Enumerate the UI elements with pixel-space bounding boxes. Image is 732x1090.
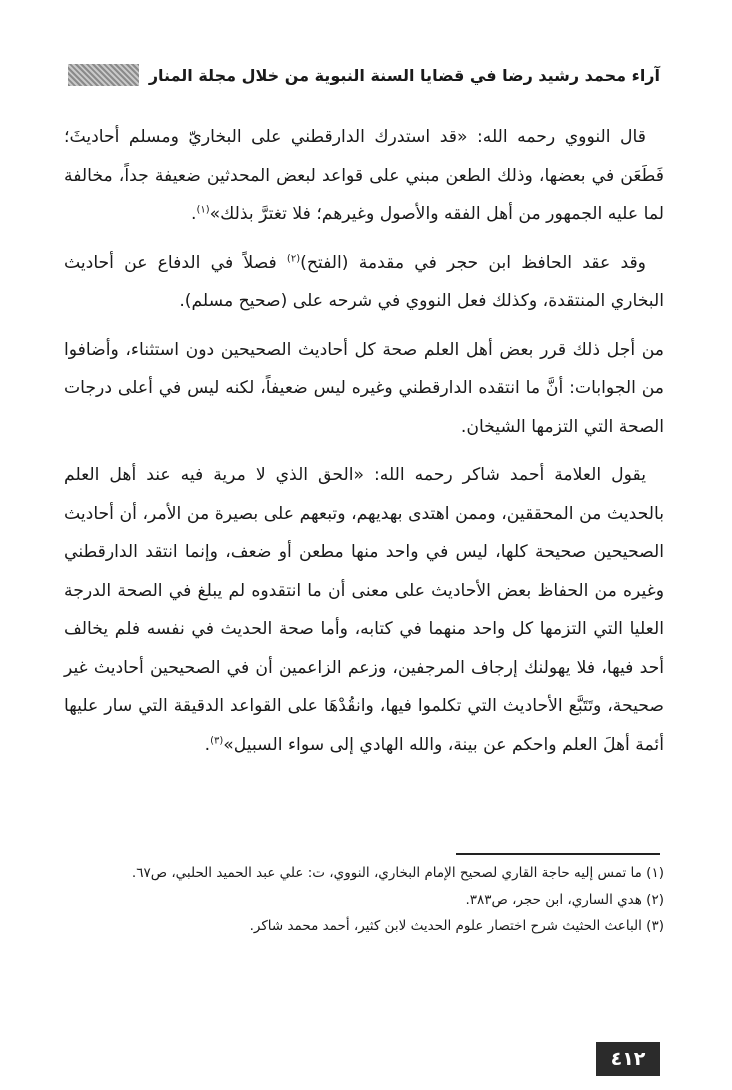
footnote-ref-1[interactable]: (١)	[196, 204, 210, 216]
running-header	[68, 62, 660, 88]
paragraph-1-tail: .	[191, 204, 197, 224]
page-number: ٤١٢	[596, 1042, 660, 1076]
paragraph-4-text: يقول العلامة أحمد شاكر رحمه الله: «الحق الذي لا مرية فيه عند أهل العلم بالحديث من المحققين، وممن اهتدى بهديهم، وتبعهم على بصيرة من الأمر، أن أحاديث الصحيحين صحيحة كلها، ليس في واحد منها مطعن أو ضعف، وإنما انتقد الدارقطني وغيره من الحفاظ بعض الأحاديث على معنى أن ما انتقدوه لم يبلغ في الصحة الدرجة العليا التي التزمها كل واحد منهما في كتابه، وأما صحة الحديث في نفسه فلم يخالف أحد فيها، فلا يهولنك إرجاف المرجفين، وزعم الزاعمين أن في الصحيحين أحاديث غير صحيحة، وتَتَبَّع الأحاديث التي تكلموا فيها، وانقُدْهَا على القواعد الدقيقة التي سار عليها أئمة أهلَ العلم واحكم عن بينة، والله الهادي إلى سواء السبيل»	[64, 465, 664, 755]
footnote-ref-3[interactable]: (٣)	[210, 734, 224, 746]
paragraph-2-tail: فصلاً في الدفاع عن أحاديث البخاري المنتقدة، وكذلك فعل النووي في شرحه على (صحيح مسلم).	[64, 252, 664, 311]
header-decorative-bar	[68, 64, 139, 86]
paragraph-1-text: قال النووي رحمه الله: «قد استدرك الدارقطني على البخاريّ ومسلم أحاديثَ؛ فَطَعَن في بعضها، وذلك الطعن مبني على قواعد لبعض المحدثين ضعيفة جداً، مخالفة لما عليه الجمهور من أهل الفقه والأصول وغيرهم؛ فلا تغترَّ بذلك»	[64, 127, 664, 224]
footnote-2: (٢) هدي الساري، ابن حجر، ص٣٨٣.	[465, 891, 664, 908]
running-header-title: آراء محمد رشيد رضا في قضايا السنة النبوية من خلال مجلة المنار	[148, 65, 660, 85]
footnote-divider	[456, 853, 660, 855]
paragraph-3-text: من أجل ذلك قرر بعض أهل العلم صحة كل أحاديث الصحيحين دون استثناء، وأضافوا من الجوابات: أنَّ ما انتقده الدارقطني وغيره ليس ضعيفاً، لكنه ليس في أعلى درجات الصحة التي التزمها الشيخان.	[64, 339, 664, 437]
paragraph-1	[64, 118, 664, 234]
paragraph-2-text: وقد عقد الحافظ ابن حجر في مقدمة (الفتح)	[300, 252, 646, 273]
footnote-1: (١) ما تمس إليه حاجة القاري لصحيح الإمام البخاري، النووي، ت: علي عبد الحميد الحلبي، ص٦٧.	[131, 865, 664, 881]
footnote-ref-2[interactable]: (٢)	[286, 252, 301, 264]
paragraph-4-tail: .	[204, 734, 211, 755]
main-text	[64, 118, 664, 774]
paragraph-4	[64, 456, 664, 764]
paragraph-3	[64, 331, 664, 447]
footnotes	[64, 860, 664, 940]
footnote-3: (٣) الباعث الحثيث شرح اختصار علوم الحديث لابن كثير، أحمد محمد شاكر.	[249, 918, 664, 934]
paragraph-2	[64, 244, 664, 321]
